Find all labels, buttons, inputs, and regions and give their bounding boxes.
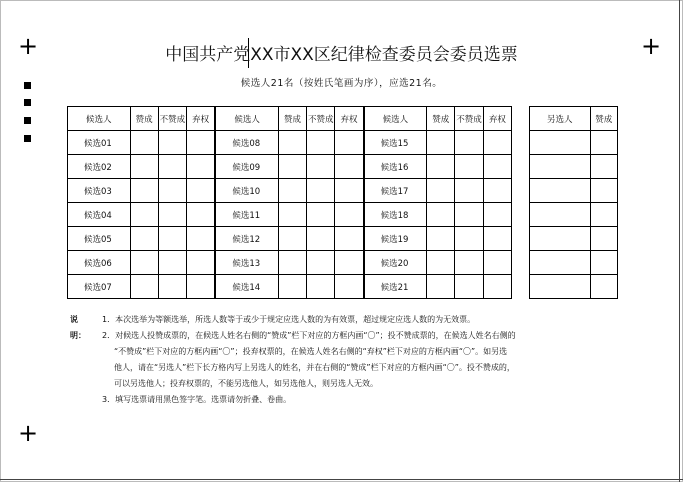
header-approve: 赞成 [130, 107, 158, 131]
approve-box[interactable] [427, 155, 455, 179]
oppose-box[interactable] [307, 251, 335, 275]
instruction-line: 1．本次选举为等额选举，所选人数等于或少于规定应选人数的为有效票，超过规定应选人数的为无效票。 [102, 315, 476, 324]
table-row [68, 203, 512, 227]
table-row [530, 275, 618, 299]
write-in-approve-box[interactable] [590, 227, 617, 251]
oppose-box[interactable] [455, 203, 483, 227]
oppose-box[interactable] [158, 131, 186, 155]
abstain-box[interactable] [187, 155, 216, 179]
page-edge-right [679, 0, 680, 482]
oppose-box[interactable] [307, 131, 335, 155]
header-abstain: 弃权 [335, 107, 364, 131]
abstain-box[interactable] [335, 203, 364, 227]
candidate-name: 候选21 [364, 275, 427, 299]
abstain-box[interactable] [335, 251, 364, 275]
abstain-box[interactable] [483, 275, 511, 299]
crop-mark-top-right: + [641, 32, 662, 60]
approve-box[interactable] [427, 275, 455, 299]
abstain-box[interactable] [483, 251, 511, 275]
approve-box[interactable] [130, 179, 158, 203]
instruction-line: 2．对候选人投赞成票的，在候选人姓名右侧的“赞成”栏下对应的方框内画“〇”；投不赞成票的，在候选人姓名右侧的 [102, 331, 516, 340]
candidate-name: 候选04 [68, 203, 131, 227]
header-oppose: 不赞成 [158, 107, 186, 131]
table-row [530, 227, 618, 251]
abstain-box[interactable] [335, 275, 364, 299]
table-row [530, 251, 618, 275]
abstain-box[interactable] [187, 203, 216, 227]
oppose-box[interactable] [158, 275, 186, 299]
header-abstain: 弃权 [483, 107, 511, 131]
abstain-box[interactable] [187, 227, 216, 251]
candidate-name: 候选16 [364, 155, 427, 179]
oppose-box[interactable] [455, 251, 483, 275]
oppose-box[interactable] [158, 227, 186, 251]
ballot-table [67, 106, 512, 299]
table-row [530, 179, 618, 203]
candidate-name: 候选06 [68, 251, 131, 275]
margin-marker [24, 99, 31, 106]
crop-mark-top-left: + [18, 32, 39, 60]
approve-box[interactable] [427, 251, 455, 275]
candidate-name: 候选14 [215, 275, 278, 299]
instruction-line: “不赞成”栏下对应的方框内画“〇”；投弃权票的，在候选人姓名右侧的“弃权”栏下对应的方框内画“〇”。如另选 [114, 347, 508, 356]
oppose-box[interactable] [158, 155, 186, 179]
header-candidate: 候选人 [215, 107, 278, 131]
candidate-name: 候选03 [68, 179, 131, 203]
approve-box[interactable] [130, 251, 158, 275]
table-row [68, 275, 512, 299]
oppose-box[interactable] [455, 227, 483, 251]
page-edge-bottom [0, 479, 683, 480]
write-in-table [529, 106, 618, 299]
abstain-box[interactable] [335, 227, 364, 251]
approve-box[interactable] [130, 155, 158, 179]
table-row [68, 227, 512, 251]
header-approve: 赞成 [278, 107, 306, 131]
candidate-name: 候选11 [215, 203, 278, 227]
abstain-box[interactable] [483, 227, 511, 251]
write-in-approve-box[interactable] [590, 275, 617, 299]
table-row [530, 131, 618, 155]
approve-box[interactable] [130, 203, 158, 227]
table-row [68, 131, 512, 155]
approve-box[interactable] [130, 227, 158, 251]
write-in-approve-box[interactable] [590, 203, 617, 227]
approve-box[interactable] [278, 275, 306, 299]
approve-box[interactable] [130, 275, 158, 299]
write-in-name-box[interactable] [530, 179, 591, 203]
margin-marker [24, 135, 31, 142]
write-in-name-box[interactable] [530, 251, 591, 275]
abstain-box[interactable] [187, 275, 216, 299]
candidate-name: 候选10 [215, 179, 278, 203]
write-in-approve-box[interactable] [590, 251, 617, 275]
candidate-name: 候选19 [364, 227, 427, 251]
candidate-name: 候选08 [215, 131, 278, 155]
candidate-name: 候选20 [364, 251, 427, 275]
approve-box[interactable] [427, 227, 455, 251]
crop-mark-bottom-left: + [18, 419, 39, 447]
candidate-name: 候选01 [68, 131, 131, 155]
approve-box[interactable] [278, 131, 306, 155]
candidate-name: 候选02 [68, 155, 131, 179]
candidate-name: 候选09 [215, 155, 278, 179]
approve-box[interactable] [278, 155, 306, 179]
oppose-box[interactable] [307, 155, 335, 179]
table-row [68, 155, 512, 179]
abstain-box[interactable] [335, 155, 364, 179]
oppose-box[interactable] [307, 179, 335, 203]
oppose-box[interactable] [455, 155, 483, 179]
approve-box[interactable] [278, 203, 306, 227]
abstain-box[interactable] [187, 179, 216, 203]
header-other-approve: 赞成 [590, 107, 617, 131]
approve-box[interactable] [427, 131, 455, 155]
abstain-box[interactable] [187, 131, 216, 155]
oppose-box[interactable] [307, 203, 335, 227]
approve-box[interactable] [427, 203, 455, 227]
instruction-line: 可以另选他人；投弃权票的，不能另选他人，如另选他人，则另选人无效。 [114, 379, 378, 388]
write-in-approve-box[interactable] [590, 155, 617, 179]
approve-box[interactable] [278, 227, 306, 251]
oppose-box[interactable] [455, 179, 483, 203]
table-row [68, 179, 512, 203]
header-oppose: 不赞成 [455, 107, 483, 131]
header-candidate: 候选人 [68, 107, 131, 131]
header-oppose: 不赞成 [307, 107, 335, 131]
write-in-approve-box[interactable] [590, 131, 617, 155]
write-in-name-box[interactable] [530, 203, 591, 227]
candidate-name: 候选12 [215, 227, 278, 251]
candidate-name: 候选07 [68, 275, 131, 299]
candidate-name: 候选13 [215, 251, 278, 275]
header-approve: 赞成 [427, 107, 455, 131]
abstain-box[interactable] [187, 251, 216, 275]
table-row [530, 203, 618, 227]
candidate-name: 候选15 [364, 131, 427, 155]
abstain-box[interactable] [483, 179, 511, 203]
write-in-name-box[interactable] [530, 227, 591, 251]
candidate-name: 候选05 [68, 227, 131, 251]
write-in-name-box[interactable] [530, 155, 591, 179]
table-row [68, 251, 512, 275]
header-abstain: 弃权 [187, 107, 216, 131]
abstain-box[interactable] [335, 131, 364, 155]
table-row [530, 155, 618, 179]
oppose-box[interactable] [158, 203, 186, 227]
approve-box[interactable] [427, 179, 455, 203]
abstain-box[interactable] [483, 203, 511, 227]
abstain-box[interactable] [483, 131, 511, 155]
table-header-row [68, 107, 512, 131]
oppose-box[interactable] [158, 251, 186, 275]
approve-box[interactable] [278, 179, 306, 203]
write-in-name-box[interactable] [530, 275, 591, 299]
oppose-box[interactable] [455, 275, 483, 299]
oppose-box[interactable] [455, 131, 483, 155]
abstain-box[interactable] [483, 155, 511, 179]
table-header-row [530, 107, 618, 131]
approve-box[interactable] [130, 131, 158, 155]
ballot-subtitle: 候选人21名（按姓氏笔画为序），应选21名。 [240, 78, 443, 89]
write-in-name-box[interactable] [530, 131, 591, 155]
candidate-name: 候选17 [364, 179, 427, 203]
abstain-box[interactable] [335, 179, 364, 203]
oppose-box[interactable] [307, 227, 335, 251]
write-in-approve-box[interactable] [590, 179, 617, 203]
header-candidate: 候选人 [364, 107, 427, 131]
approve-box[interactable] [278, 251, 306, 275]
candidate-name: 候选18 [364, 203, 427, 227]
oppose-box[interactable] [158, 179, 186, 203]
instructions-label: 说明： [70, 315, 86, 340]
instruction-line: 3．填写选票请用黑色签字笔。选票请勿折叠、卷曲。 [102, 395, 292, 404]
instruction-line: 他人，请在“另选人”栏下长方格内写上另选人的姓名，并在右侧的“赞成”栏下对应的方框内画“〇”。投不赞成的， [114, 363, 515, 372]
oppose-box[interactable] [307, 275, 335, 299]
page-title: 中国共产党XX市XX区纪律检查委员会委员选票 [165, 45, 518, 65]
margin-marker [24, 117, 31, 124]
header-other-candidate: 另选人 [530, 107, 591, 131]
